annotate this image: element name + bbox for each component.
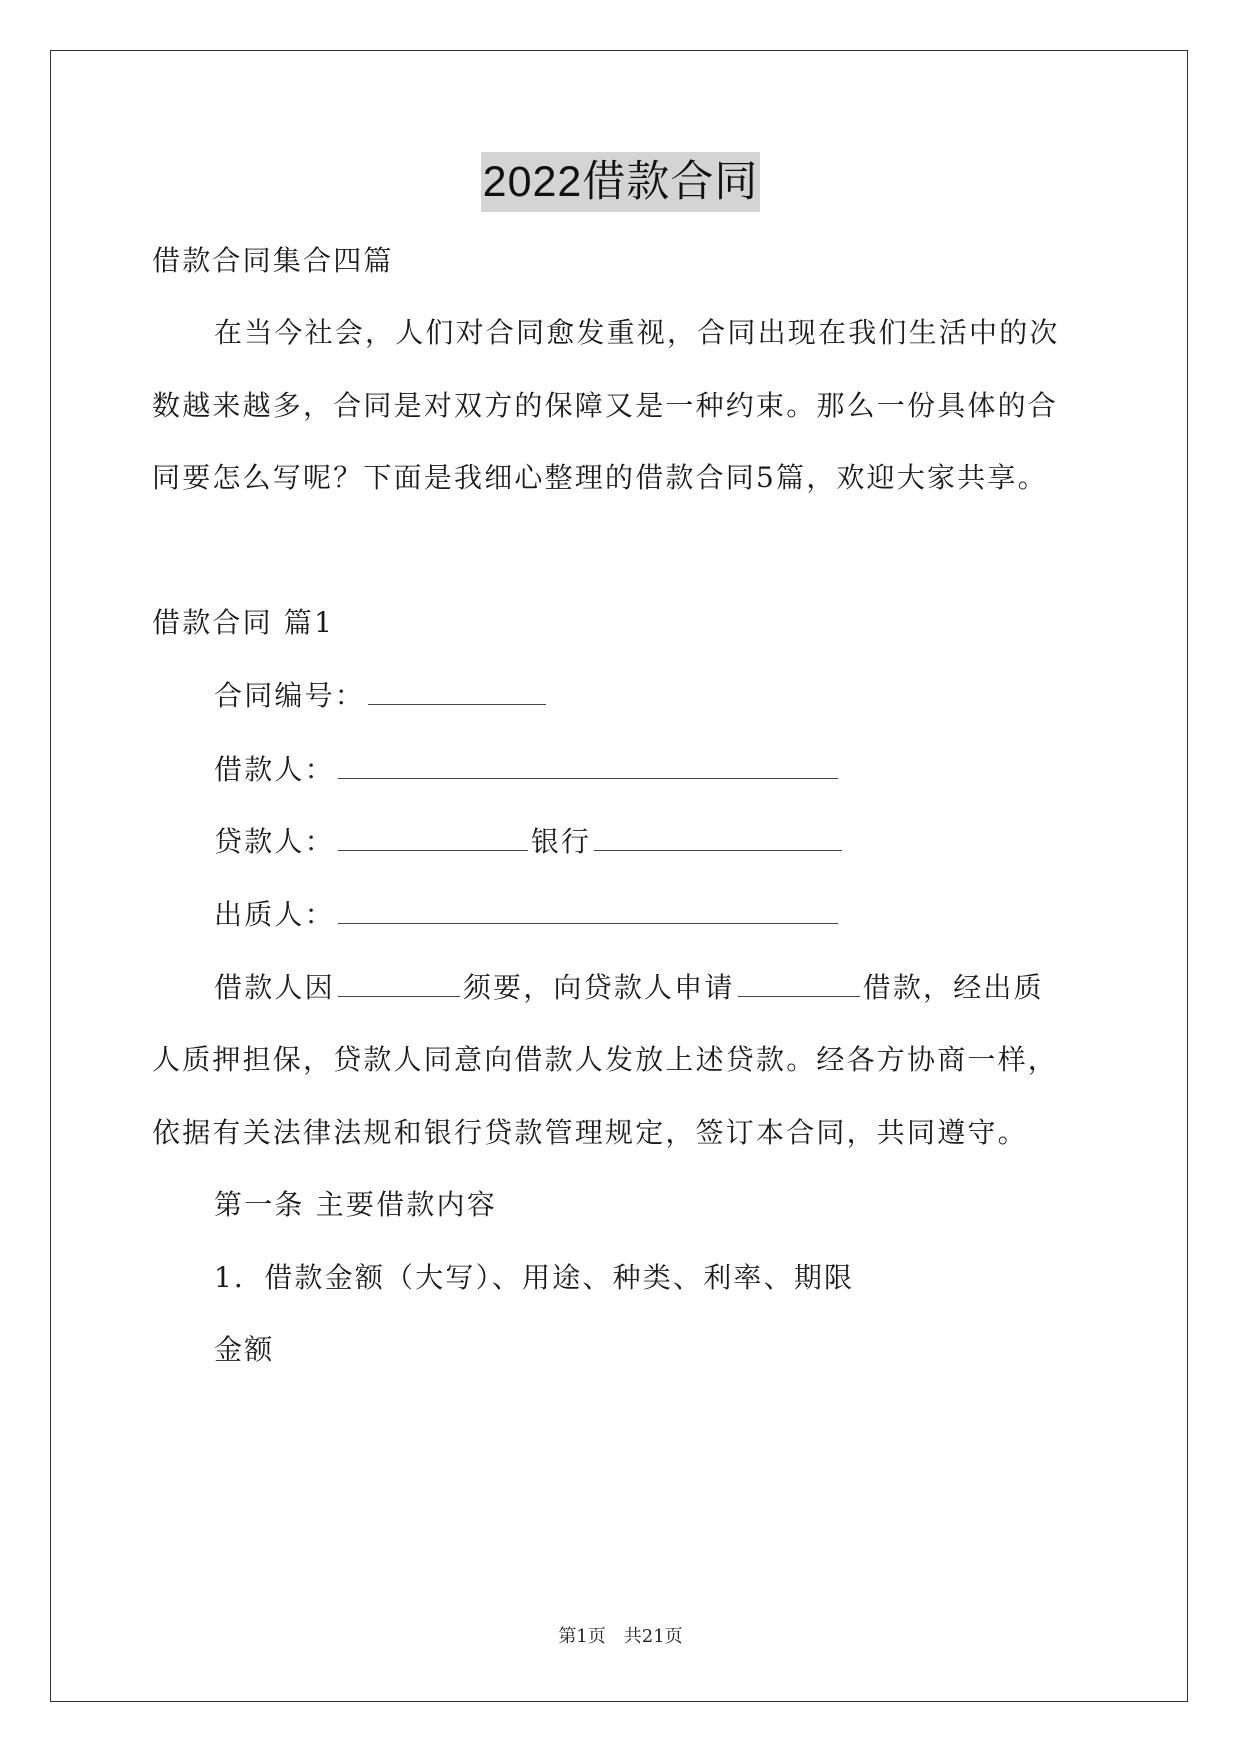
borrower-label: 借款人： <box>214 753 335 786</box>
lender-row <box>214 822 845 862</box>
body-line-2: 人质押担保，贷款人同意向借款人发放上述贷款。经各方协商一样， <box>152 1043 1059 1076</box>
intro-line-3: 同要怎么写呢？下面是我细心整理的借款合同5篇，欢迎大家共享。 <box>152 461 1048 494</box>
bank-label: 银行 <box>530 825 592 858</box>
title-container <box>0 152 1241 212</box>
pledger-row <box>214 895 841 935</box>
body-line-1 <box>214 968 1044 1008</box>
lender-blank <box>338 824 528 851</box>
document-title: 2022借款合同 <box>481 152 761 212</box>
intro-line-2: 数越来越多，合同是对双方的保障又是一种约束。那么一份具体的合 <box>152 389 1059 422</box>
borrower-row <box>214 750 841 790</box>
body-line-1-a: 借款人因 <box>214 971 335 1004</box>
loan-amount-blank <box>738 970 860 997</box>
borrower-blank <box>338 752 838 779</box>
contract-number-row <box>214 676 549 716</box>
page-border <box>50 50 1188 1702</box>
contract-number-label: 合同编号： <box>214 679 366 712</box>
article-1-heading: 第一条 主要借款内容 <box>214 1188 497 1221</box>
pledger-blank <box>338 897 838 924</box>
body-line-3: 依据有关法律法规和银行贷款管理规定，签订本合同，共同遵守。 <box>152 1116 1028 1149</box>
intro-line-1: 在当今社会，人们对合同愈发重视，合同出现在我们生活中的次 <box>214 316 1060 349</box>
amount-label: 金额 <box>214 1333 275 1366</box>
body-line-1-c: 借款，经出质 <box>862 971 1044 1004</box>
bank-blank <box>594 824 842 851</box>
subtitle: 借款合同集合四篇 <box>152 244 394 277</box>
lender-label: 贷款人： <box>214 825 335 858</box>
body-line-1-b: 须要，向贷款人申请 <box>462 971 735 1004</box>
item-1: 1．借款金额（大写）、用途、种类、利率、期限 <box>214 1261 855 1294</box>
contract-number-blank <box>368 678 546 705</box>
section-heading: 借款合同 篇1 <box>152 606 335 639</box>
purpose-blank <box>338 970 460 997</box>
pledger-label: 出质人： <box>214 898 335 931</box>
page-footer: 第1页 共21页 <box>558 1626 683 1647</box>
